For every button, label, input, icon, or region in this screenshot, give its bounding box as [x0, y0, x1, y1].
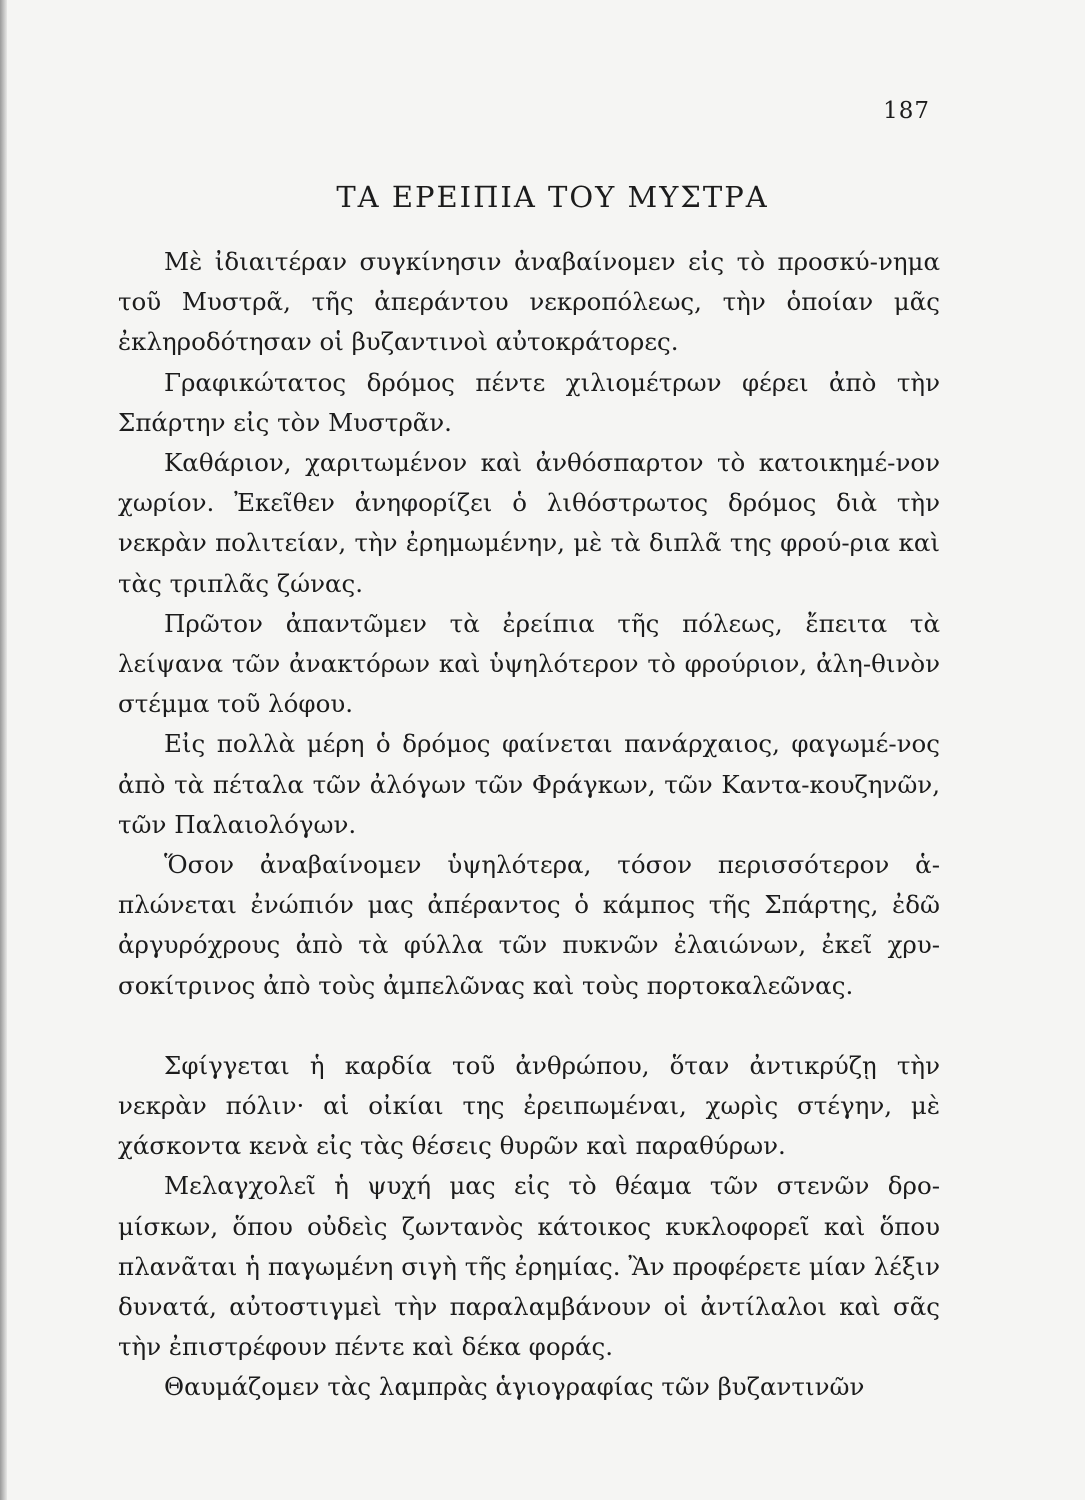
body-text [118, 242, 940, 1408]
paragraph: Εἰς πολλὰ μέρη ὁ δρόμος φαίνεται πανάρχαιος, φαγωμέ-νος ἀπὸ τὰ πέταλα τῶν ἀλόγων τῶν Φράγκων, τῶν Καντα-κουζηνῶν, τῶν Παλαιολόγων. [118, 729, 940, 839]
paragraph: Σφίγγεται ἡ καρδία τοῦ ἀνθρώπου, ὅταν ἀντικρύζῃ τὴν νεκρὰν πόλιν· αἱ οἰκίαι της ἐρειπωμέναι, χωρὶς στέγην, μὲ χάσκοντα κενὰ εἰς τὰς θέσεις θυρῶν καὶ παραθύρων. [118, 1050, 940, 1161]
chapter-title: ΤΑ ΕΡΕΙΠΙΑ ΤΟΥ ΜΥΣΤΡΑ [336, 180, 769, 214]
page-number: 187 [883, 98, 930, 124]
paragraph: Ὅσον ἀναβαίνομεν ὑψηλότερα, τόσον περισσότερον ἁ-πλώνεται ἐνώπιόν μας ἀπέραντος ὁ κάμπος τῆς Σπάρτης, ἐδῶ ἀργυρόχρους ἀπὸ τὰ φύλλα τῶν πυκνῶν ἐλαιώνων, ἐκεῖ χρυ-σοκίτρινος ἀπὸ τοὺς ἀμπελῶνας καὶ τοὺς πορτοκαλεῶνας. [118, 850, 940, 1000]
paragraph: Μὲ ἰδιαιτέραν συγκίνησιν ἀναβαίνομεν εἰς τὸ προσκύ-νημα τοῦ Μυστρᾶ, τῆς ἀπεράντου νεκροπόλεως, τὴν ὁποίαν μᾶς ἐκληροδότησαν οἱ βυζαντινοὶ αὐτοκράτορες. [118, 247, 940, 357]
paragraph: Καθάριον, χαριτωμένον καὶ ἀνθόσπαρτον τὸ κατοικημέ-νον χωρίον. Ἐκεῖθεν ἀνηφορίζει ὁ λιθόστρωτος δρόμος διὰ τὴν νεκρὰν πολιτείαν, τὴν ἐρημωμένην, μὲ τὰ διπλᾶ της φρού-ρια καὶ τὰς τριπλᾶς ζώνας. [118, 448, 940, 598]
paragraph: Πρῶτον ἀπαντῶμεν τὰ ἐρείπια τῆς πόλεως, ἔπειτα τὰ λείψανα τῶν ἀνακτόρων καὶ ὑψηλότερον τὸ φρούριον, ἀλη-θινὸν στέμμα τοῦ λόφου. [118, 608, 940, 719]
paragraph: Γραφικώτατος δρόμος πέντε χιλιομέτρων φέρει ἀπὸ τὴν Σπάρτην εἰς τὸν Μυστρᾶν. [118, 367, 940, 437]
paragraph: Θαυμάζομεν τὰς λαμπρὰς ἁγιογραφίας τῶν βυζαντινῶν [164, 1372, 865, 1402]
page-binding-edge [0, 0, 7, 1500]
paragraph: Μελαγχολεῖ ἡ ψυχή μας εἰς τὸ θέαμα τῶν στενῶν δρο-μίσκων, ὅπου οὐδεὶς ζωντανὸς κάτοικος κυκλοφορεῖ καὶ ὅπου πλανᾶται ἡ παγωμένη σιγὴ τῆς ἐρημίας. Ἂν προφέρετε μίαν λέξιν δυνατά, αὐτοστιγμεὶ τὴν παραλαμβάνουν οἱ ἀντίλαλοι καὶ σᾶς τὴν ἐπιστρέφουν πέντε καὶ δέκα φοράς. [118, 1171, 940, 1362]
